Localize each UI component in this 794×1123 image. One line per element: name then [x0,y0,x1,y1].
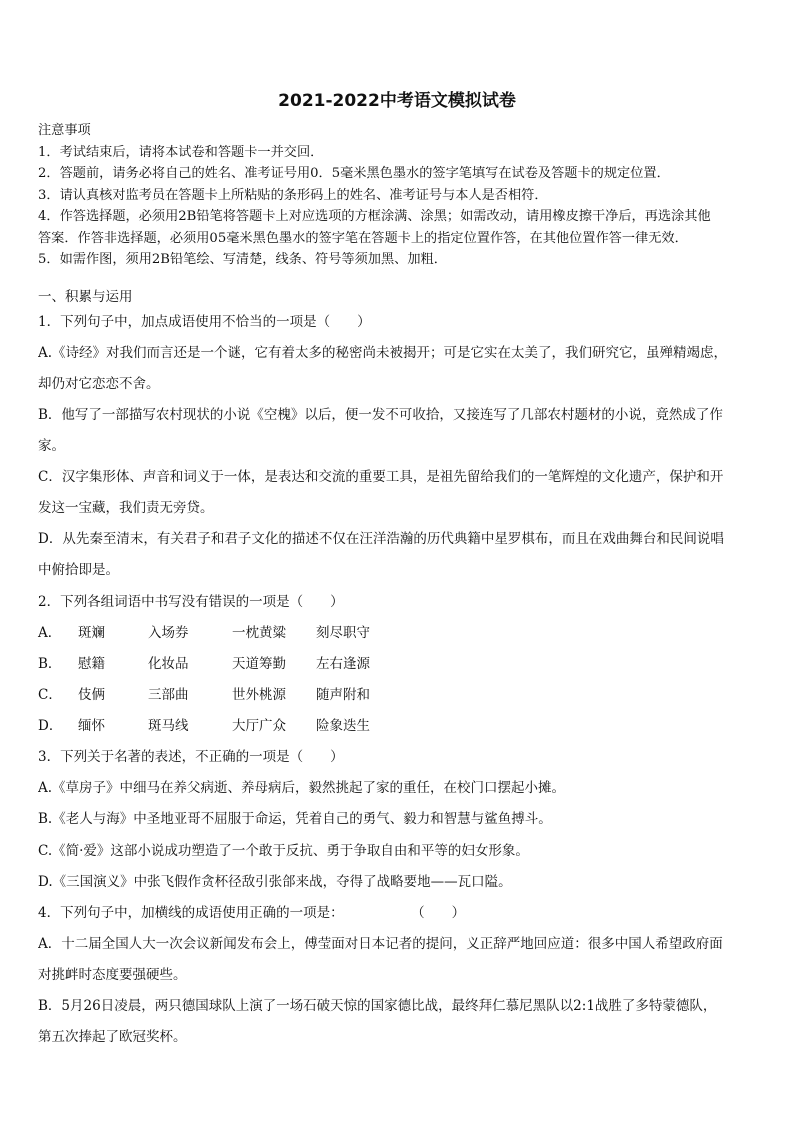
question-1-option-b-cont: 家。 [38,438,65,454]
notice-line: 2．答题前，请务必将自己的姓名、准考证号用0．5毫米黑色墨水的签字笔填写在试卷及答题卡的规定位置． [38,166,670,181]
notice-line: 答案．作答非选择题，必须用05毫米黑色墨水的签字笔在答题卡上的指定位置作答，在其他位置作答一律无效． [38,230,688,246]
question-1-option-d-cont: 中俯拾即是。 [38,562,119,578]
question-1-option-a: A.《诗经》对我们而言还是一个谜，它有着太多的秘密尚未被揭开；可是它实在太美了，我们研究它，虽殚精竭虑， [38,345,728,361]
question-3-stem: 3．下列关于名著的表述，不正确的一项是（ ） [38,749,344,765]
option-word: 险象迭生 [316,718,370,734]
option-word: 一枕黄粱 [232,625,286,641]
option-label: A． [38,625,62,641]
notice-line: 5．如需作图，须用2B铅笔绘、写清楚，线条、符号等须加黑、加粗． [38,252,447,267]
question-3-option-c: C.《简·爱》这部小说成功塑造了一个敢于反抗、勇于争取自由和平等的妇女形象。 [38,843,529,859]
question-2-option-c [38,685,370,705]
page-title: 2021-2022中考语文模拟试卷 [278,91,516,111]
option-word: 化妆品 [148,656,189,672]
option-word: 大厅广众 [232,718,286,734]
option-word: 刻尽职守 [316,625,370,641]
question-4-option-b: B．5月26日凌晨，两只德国球队上演了一场石破天惊的国家德比战，最终拜仁慕尼黑队以2:1战胜了多特蒙德队， [38,998,717,1014]
question-4-stem: 4．下列句子中，加横线的成语使用正确的一项是： （ ） [38,905,466,921]
question-1-option-b: B．他写了一部描写农村现状的小说《空槐》以后，便一发不可收拾，又接连写了几部农村题材的小说，竟然成了作 [38,407,723,423]
question-3-option-d: D.《三国演义》中张飞假作贪杯径敌引张郃来战，夺得了战略要地——瓦口隘。 [38,874,512,890]
option-word: 天道筹勤 [232,656,286,672]
option-label: C． [38,687,62,703]
option-word: 随声附和 [316,687,370,703]
option-word: 左右逢源 [316,656,370,672]
option-word: 斑斓 [78,625,105,641]
question-2-stem: 2．下列各组词语中书写没有错误的一项是（ ） [38,594,344,610]
notice-line: 1．考试结束后，请将本试卷和答题卡一并交回． [38,144,324,160]
question-3-option-a: A.《草房子》中细马在养父病逝、养母病后，毅然挑起了家的重任，在校门口摆起小摊。 [38,780,566,796]
question-2-option-d [38,716,370,736]
question-1-option-d: D．从先秦至清末，有关君子和君子文化的描述不仅在汪洋浩瀚的历代典籍中星罗棋布，而且在戏曲舞台和民间说唱 [38,531,724,547]
section-heading: 一、积累与运用 [38,289,133,305]
option-word: 三部曲 [148,687,189,703]
question-3-option-b: B.《老人与海》中圣地亚哥不屈服于命运，凭着自己的勇气、毅力和智慧与鲨鱼搏斗。 [38,811,552,827]
question-1-option-c-cont: 发这一宝藏，我们责无旁贷。 [38,500,214,516]
question-1-option-a-cont: 却仍对它恋恋不舍。 [38,376,160,392]
question-4-option-a: A．十二届全国人大一次会议新闻发布会上，傅莹面对日本记者的提问，义正辞严地回应道：很多中国人希望政府面 [38,936,723,952]
question-1-stem: 1．下列句子中，加点成语使用不恰当的一项是（ ） [38,314,371,330]
notice-section [38,120,768,271]
question-2-option-b [38,654,370,674]
notice-heading: 注意事项 [38,123,91,138]
option-label: B． [38,656,62,672]
option-word: 伎俩 [78,687,105,703]
question-1-option-c: C．汉字集形体、声音和词义于一体，是表达和交流的重要工具，是祖先留给我们的一笔辉煌的文化遗产，保护和开 [38,469,724,485]
option-word: 慰籍 [78,656,105,672]
option-word: 入场券 [148,625,189,641]
question-2-option-a [38,623,370,643]
question-4-option-b-cont: 第五次捧起了欧冠奖杯。 [38,1029,187,1045]
notice-line: 3．请认真核对监考员在答题卡上所粘贴的条形码上的姓名、准考证号与本人是否相符． [38,187,548,203]
option-word: 世外桃源 [232,687,286,703]
option-word: 斑马线 [148,718,189,734]
question-4-option-a-cont: 对挑衅时态度要强硬些。 [38,967,187,983]
option-word: 缅怀 [78,718,105,734]
option-label: D． [38,718,63,734]
notice-line: 4．作答选择题，必须用2B铅笔将答题卡上对应选项的方框涂满、涂黑；如需改动，请用橡皮擦干净后，再选涂其他 [38,209,711,224]
